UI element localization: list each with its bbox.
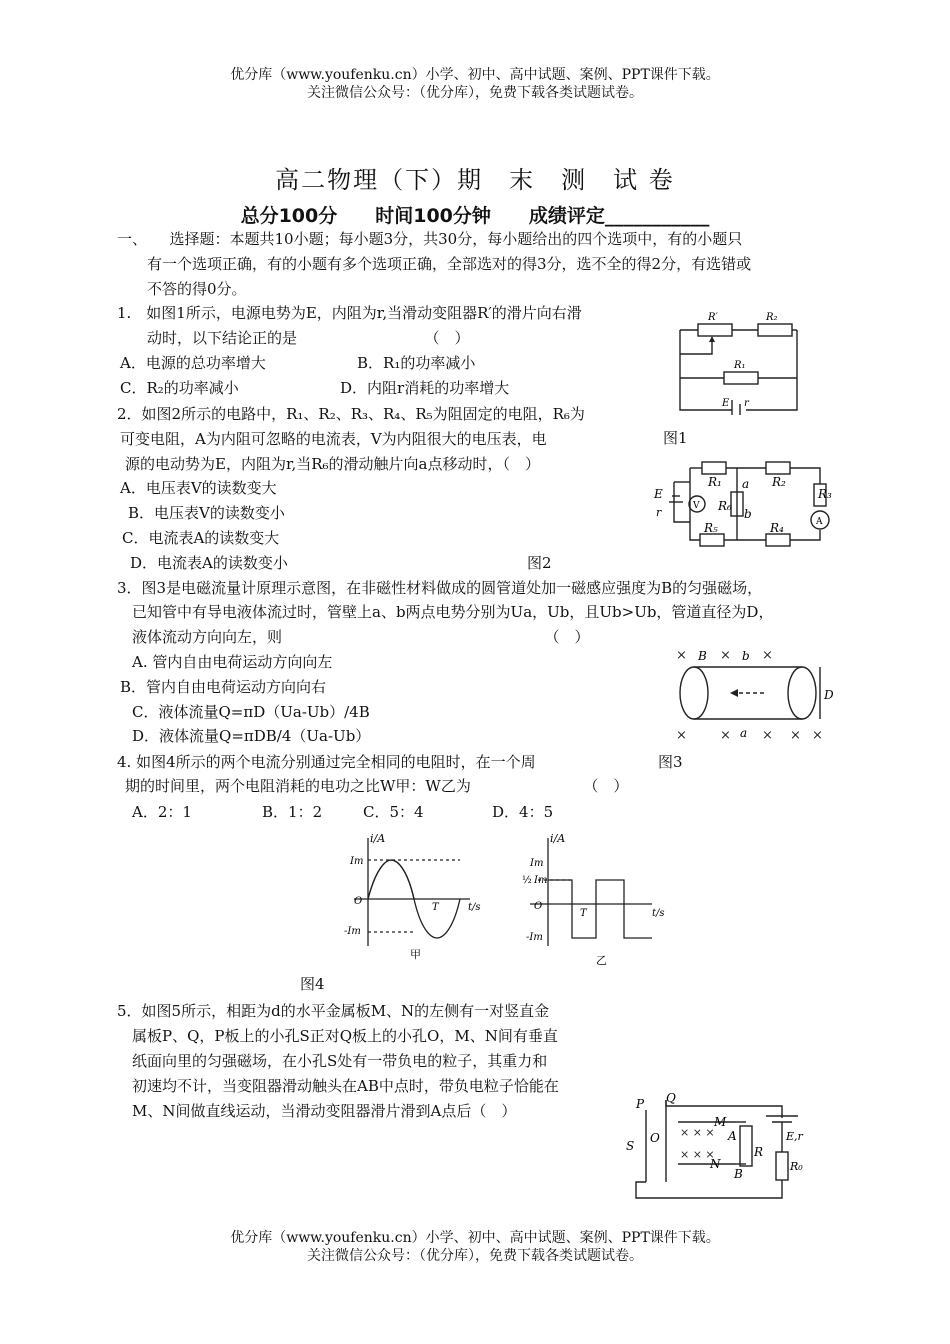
svg-text:M: M (714, 1115, 727, 1129)
svg-text:t/s: t/s (652, 908, 665, 919)
svg-text:Im: Im (530, 858, 544, 869)
figure2-circuit (652, 458, 837, 550)
svg-text:×: × (676, 728, 687, 743)
section1-line-1: 一、 选择题：本题共10小题；每小题3分，共30分，每小题给出的四个选项中，有的小题只 (117, 230, 743, 248)
svg-text:-Im: -Im (526, 932, 543, 943)
page-title: 高二物理（下）期 末 测 试 卷 (275, 166, 675, 194)
q4-option-b: B．1：2 (262, 803, 323, 821)
svg-text:×: × (762, 648, 773, 663)
svg-text:× × ×: × × × (680, 1148, 715, 1161)
svg-text:a: a (740, 726, 748, 740)
q2-option-a: A．电压表V的读数变大 (120, 479, 277, 497)
q5-line-4: 初速均不计，当变阻器滑动触头在AB中点时，带负电粒子恰能在 (132, 1077, 559, 1095)
svg-text:A: A (728, 1129, 737, 1143)
q5-line-2: 属板P、Q，P板上的小孔S正对Q板上的小孔O，M、N间有垂直 (132, 1027, 558, 1045)
svg-text:R₀: R₀ (790, 1160, 803, 1173)
q2-line-1: 2．如图2所示的电路中，R₁、R₂、R₃、R₄、R₅为阻固定的电阻，R₆为 (117, 405, 585, 423)
figure4-graphs (340, 828, 670, 968)
svg-text:R₁: R₁ (708, 475, 722, 489)
svg-text:b: b (744, 507, 752, 521)
svg-text:R₁: R₁ (734, 360, 746, 371)
svg-text:×: × (812, 728, 823, 743)
svg-text:N: N (710, 1157, 721, 1171)
q3-line-1: 3．图3是电磁流量计原理示意图，在非磁性材料做成的圆管道处加一磁感应强度为B的匀强磁场， (117, 579, 763, 597)
graph-jia-label: 甲 (410, 948, 421, 961)
svg-text:O: O (354, 896, 363, 907)
q2-line-3: 源的电动势为E，内阻为r,当R₆的滑动触片向a点移动时，（ ） (125, 455, 540, 473)
svg-text:O: O (650, 1131, 660, 1145)
svg-text:Im: Im (350, 856, 364, 867)
svg-text:A: A (816, 517, 823, 527)
section1-line-3: 不答的得0分。 (147, 280, 247, 298)
figure2-caption: 图2 (527, 554, 552, 572)
q2-option-c: C．电流表A的读数变大 (122, 529, 280, 547)
svg-text:-Im: -Im (344, 926, 361, 937)
svg-text:T: T (580, 908, 587, 919)
q4-option-c: C．5：4 (363, 803, 424, 821)
q4-line-1: 4. 如图4所示的两个电流分别通过完全相同的电阻时，在一个周 (117, 753, 536, 771)
q5-line-1: 5．如图5所示，相距为d的水平金属板M、N的左侧有一对竖直金 (117, 1002, 550, 1020)
q1-line-1: 1. 如图1所示，电源电势为E，内阻为r,当滑动变阻器R′的滑片向右滑 (117, 304, 582, 322)
svg-text:i/A: i/A (370, 832, 386, 845)
svg-text:t/s: t/s (468, 902, 481, 913)
svg-text:i/A: i/A (550, 832, 566, 845)
svg-text:R₆: R₆ (718, 499, 732, 513)
q3-line-2: 已知管中有导电液体流过时，管壁上a、b两点电势分别为Ua，Ub，且Ub>Ub，管道直径为D， (132, 603, 774, 621)
svg-text:R: R (754, 1145, 764, 1159)
figure4-caption: 图4 (300, 975, 325, 993)
svg-text:E,r: E,r (786, 1130, 803, 1143)
svg-text:r: r (744, 398, 749, 409)
q3-option-a: A. 管内自由电荷运动方向向左 (132, 653, 333, 671)
footer-line-1: 优分库（www.youfenku.cn）小学、初中、高中试题、案例、PPT课件下载。 (230, 1230, 720, 1246)
svg-text:×: × (720, 648, 731, 663)
graph-yi-label: 乙 (596, 954, 607, 967)
q1-option-c: C．R₂的功率减小 (120, 379, 239, 397)
svg-text:R₄: R₄ (770, 521, 784, 535)
svg-text:×: × (762, 728, 773, 743)
q4-option-d: D．4：5 (492, 803, 554, 821)
figure1-caption: 图1 (663, 429, 688, 447)
svg-text:V: V (693, 501, 700, 511)
figure5-apparatus (622, 1092, 812, 1202)
svg-text:E: E (654, 487, 663, 501)
svg-text:B: B (698, 649, 707, 663)
q4-line-2: 期的时间里，两个电阻消耗的电功之比W甲：W乙为 （ ） (125, 777, 629, 795)
svg-text:O: O (534, 901, 543, 912)
svg-text:a: a (742, 477, 750, 491)
svg-text:Im: Im (534, 875, 548, 886)
q1-line-2: 动时，以下结论正的是 （ ） (147, 329, 470, 347)
svg-text:×: × (676, 648, 687, 663)
svg-text:R₃: R₃ (818, 487, 832, 501)
q3-line-3: 液体流动方向向左，则 （ ） (132, 628, 590, 646)
svg-text:R′: R′ (708, 312, 718, 323)
q2-line-2: 可变电阻，A为内阻可忽略的电流表，V为内阻很大的电压表，电 (120, 430, 547, 448)
svg-text:× × ×: × × × (680, 1126, 715, 1139)
svg-text:S: S (626, 1139, 635, 1153)
q2-option-d: D．电流表A的读数变小 (130, 554, 288, 572)
svg-text:R₂: R₂ (766, 312, 778, 323)
svg-text:R₂: R₂ (772, 475, 786, 489)
svg-text:Q: Q (666, 1092, 676, 1105)
footer-line-2: 关注微信公众号：（优分库），免费下载各类试题试卷。 (307, 1248, 643, 1264)
page-subtitle: 总分100分 时间100分钟 成绩评定___________ (240, 205, 710, 227)
svg-text:×: × (720, 728, 731, 743)
q1-option-a: A．电源的总功率增大 (120, 354, 266, 372)
svg-text:×: × (790, 728, 801, 743)
figure3-caption: 图3 (658, 753, 683, 771)
q5-line-5: M、N间做直线运动，当滑动变阻器滑片滑到A点后（ ） (132, 1102, 517, 1120)
svg-text:D: D (824, 688, 834, 702)
svg-text:r: r (656, 506, 662, 519)
figure1-circuit (672, 310, 807, 415)
svg-text:E: E (722, 398, 730, 409)
svg-text:b: b (742, 649, 750, 663)
q5-line-3: 纸面向里的匀强磁场，在小孔S处有一带负电的粒子，其重力和 (132, 1052, 548, 1070)
svg-text:R₅: R₅ (704, 521, 718, 535)
q3-option-b: B．管内自由电荷运动方向向右 (120, 678, 327, 696)
section1-line-2: 有一个选项正确，有的小题有多个选项正确，全部选对的得3分，选不全的得2分，有选错或 (147, 255, 752, 273)
svg-text:½: ½ (522, 875, 532, 886)
q1-option-b: B．R₁的功率减小 (357, 354, 476, 372)
q3-option-d: D．液体流量Q=πDB/4（Ua-Ub） (132, 727, 371, 745)
q2-option-b: B．电压表V的读数变小 (128, 504, 285, 522)
header-line-1: 优分库（www.youfenku.cn）小学、初中、高中试题、案例、PPT课件下载。 (230, 67, 720, 83)
svg-text:T: T (432, 902, 439, 913)
q3-option-c: C．液体流量Q=πD（Ua-Ub）/4B (132, 703, 370, 721)
svg-text:P: P (636, 1097, 645, 1111)
figure3-flowmeter (672, 645, 837, 745)
svg-text:B: B (734, 1167, 743, 1181)
q1-option-d: D．内阻r消耗的功率增大 (340, 379, 510, 397)
header-line-2: 关注微信公众号：（优分库），免费下载各类试题试卷。 (307, 85, 643, 101)
q4-option-a: A．2：1 (132, 803, 192, 821)
